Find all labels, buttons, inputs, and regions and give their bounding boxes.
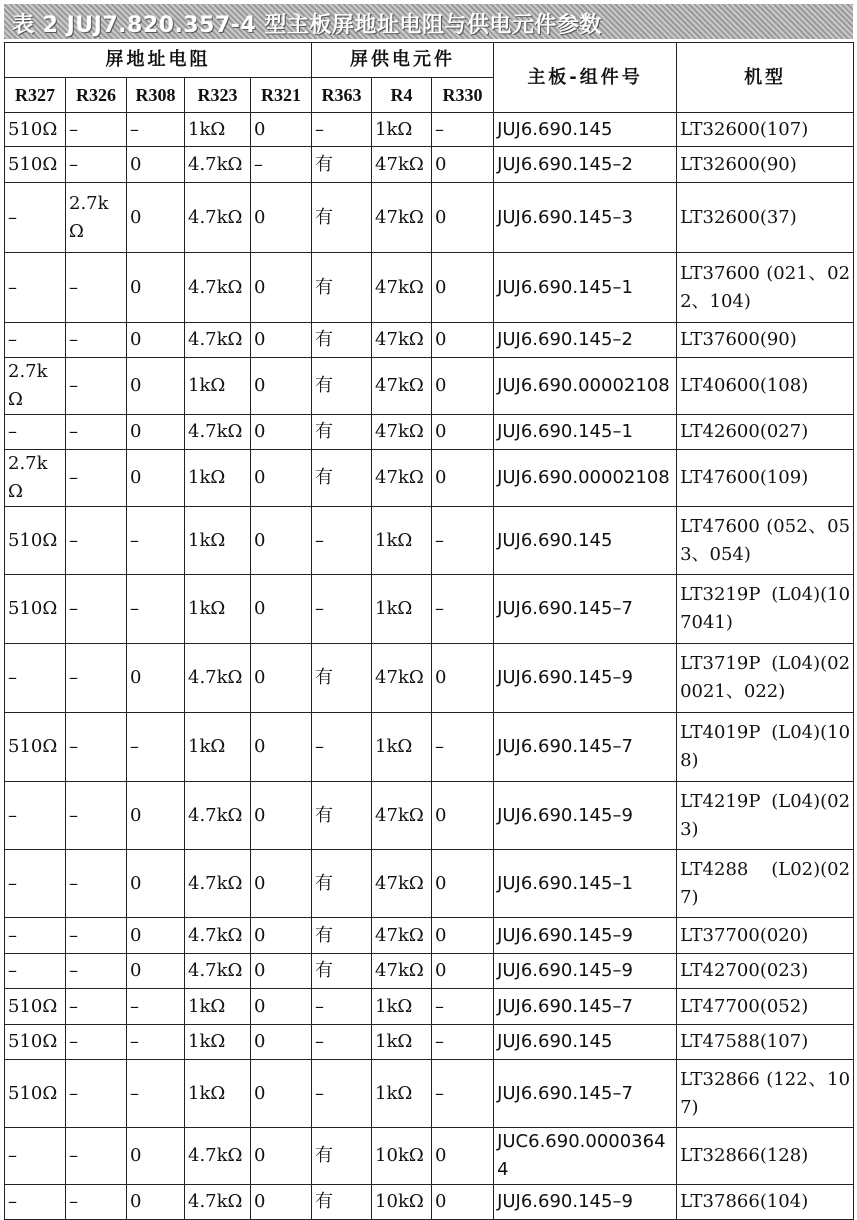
- cell-r327: 2.7kΩ: [5, 358, 66, 415]
- cell-r327: –: [5, 644, 66, 713]
- cell-board-number: JUJ6.690.145–3: [494, 183, 677, 253]
- cell-r308: –: [127, 1025, 185, 1060]
- cell-r330: 0: [432, 918, 494, 954]
- table-title: 表 2 JUJ7.820.357-4 型主板屏地址电阻与供电元件参数: [12, 13, 602, 38]
- table-row: [5, 954, 854, 989]
- cell-board-number: JUJ6.690.145–7: [494, 1060, 677, 1128]
- cell-r327: 510Ω: [5, 1060, 66, 1128]
- cell-r363: 有: [312, 644, 372, 713]
- cell-r326: –: [66, 1025, 127, 1060]
- cell-r321: 0: [251, 358, 312, 415]
- cell-r363: 有: [312, 1128, 372, 1185]
- cell-r363: 有: [312, 918, 372, 954]
- cell-r4: 47kΩ: [372, 450, 432, 507]
- cell-r363: 有: [312, 183, 372, 253]
- cell-r330: –: [432, 989, 494, 1025]
- cell-board-number: JUJ6.690.145–9: [494, 954, 677, 989]
- cell-board-number: JUJ6.690.145–2: [494, 323, 677, 358]
- cell-r4: 47kΩ: [372, 850, 432, 918]
- header-power-components: 屏供电元件: [312, 43, 494, 78]
- cell-r4: 10kΩ: [372, 1128, 432, 1185]
- cell-r330: 0: [432, 850, 494, 918]
- cell-r326: –: [66, 415, 127, 450]
- header-row-groups: [5, 43, 854, 78]
- cell-r330: –: [432, 575, 494, 644]
- cell-board-number: JUJ6.690.145–7: [494, 713, 677, 782]
- cell-r363: 有: [312, 450, 372, 507]
- cell-board-number: JUJ6.690.145–9: [494, 644, 677, 713]
- cell-r323: 1kΩ: [185, 575, 251, 644]
- cell-r308: –: [127, 113, 185, 147]
- cell-r321: 0: [251, 323, 312, 358]
- cell-r321: 0: [251, 1128, 312, 1185]
- cell-model: LT4019P (L04)(108): [677, 713, 854, 782]
- cell-r4: 47kΩ: [372, 954, 432, 989]
- cell-r321: 0: [251, 713, 312, 782]
- cell-r323: 1kΩ: [185, 1060, 251, 1128]
- cell-r4: 47kΩ: [372, 253, 432, 323]
- cell-r323: 1kΩ: [185, 113, 251, 147]
- cell-r308: –: [127, 713, 185, 782]
- cell-r363: 有: [312, 415, 372, 450]
- cell-r326: –: [66, 147, 127, 183]
- cell-r321: 0: [251, 644, 312, 713]
- cell-r308: 0: [127, 358, 185, 415]
- cell-r326: –: [66, 644, 127, 713]
- cell-r321: 0: [251, 782, 312, 850]
- cell-r327: 510Ω: [5, 147, 66, 183]
- table-row: [5, 782, 854, 850]
- cell-r321: –: [251, 147, 312, 183]
- header-board-number: 主板-组件号: [494, 43, 677, 113]
- cell-model: LT32600(107): [677, 113, 854, 147]
- cell-r326: –: [66, 954, 127, 989]
- cell-r4: 1kΩ: [372, 113, 432, 147]
- table-row: [5, 507, 854, 575]
- cell-r308: 0: [127, 450, 185, 507]
- cell-model: LT3719P (L04)(020021、022): [677, 644, 854, 713]
- cell-r363: 有: [312, 1185, 372, 1220]
- cell-model: LT42700(023): [677, 954, 854, 989]
- cell-r330: –: [432, 713, 494, 782]
- header-r4: R4: [372, 78, 432, 113]
- cell-r308: 0: [127, 1128, 185, 1185]
- cell-r363: –: [312, 113, 372, 147]
- cell-r4: 1kΩ: [372, 713, 432, 782]
- cell-r363: –: [312, 1025, 372, 1060]
- cell-r327: –: [5, 782, 66, 850]
- cell-model: LT32600(37): [677, 183, 854, 253]
- cell-r321: 0: [251, 954, 312, 989]
- cell-r363: 有: [312, 253, 372, 323]
- cell-r323: 1kΩ: [185, 358, 251, 415]
- cell-model: LT37600(90): [677, 323, 854, 358]
- cell-r327: 510Ω: [5, 713, 66, 782]
- cell-r327: –: [5, 918, 66, 954]
- cell-r326: –: [66, 782, 127, 850]
- cell-r330: 0: [432, 782, 494, 850]
- cell-r323: 1kΩ: [185, 450, 251, 507]
- cell-r330: –: [432, 113, 494, 147]
- cell-r326: –: [66, 1128, 127, 1185]
- cell-model: LT32866(128): [677, 1128, 854, 1185]
- cell-board-number: JUJ6.690.145–1: [494, 850, 677, 918]
- cell-r4: 47kΩ: [372, 415, 432, 450]
- cell-r330: –: [432, 507, 494, 575]
- header-r308: R308: [127, 78, 185, 113]
- cell-r308: 0: [127, 644, 185, 713]
- cell-r321: 0: [251, 253, 312, 323]
- cell-r363: –: [312, 507, 372, 575]
- cell-r323: 1kΩ: [185, 713, 251, 782]
- cell-r330: 0: [432, 415, 494, 450]
- cell-r4: 47kΩ: [372, 358, 432, 415]
- cell-r308: 0: [127, 415, 185, 450]
- cell-r330: –: [432, 1025, 494, 1060]
- header-r327: R327: [5, 78, 66, 113]
- table-row: [5, 358, 854, 415]
- cell-r308: –: [127, 507, 185, 575]
- cell-r4: 47kΩ: [372, 183, 432, 253]
- cell-r327: 510Ω: [5, 507, 66, 575]
- cell-r321: 0: [251, 1025, 312, 1060]
- title-bar: [4, 4, 853, 39]
- cell-r326: –: [66, 713, 127, 782]
- cell-r321: 0: [251, 989, 312, 1025]
- cell-r327: 2.7kΩ: [5, 450, 66, 507]
- cell-r330: 0: [432, 450, 494, 507]
- header-r363: R363: [312, 78, 372, 113]
- cell-r326: 2.7kΩ: [66, 183, 127, 253]
- cell-r330: 0: [432, 644, 494, 713]
- cell-r308: 0: [127, 147, 185, 183]
- cell-r4: 1kΩ: [372, 1025, 432, 1060]
- header-model: 机型: [677, 43, 854, 113]
- cell-r321: 0: [251, 1185, 312, 1220]
- cell-r321: 0: [251, 415, 312, 450]
- table-row: [5, 575, 854, 644]
- cell-r323: 4.7kΩ: [185, 1128, 251, 1185]
- cell-r323: 4.7kΩ: [185, 415, 251, 450]
- cell-r326: –: [66, 450, 127, 507]
- cell-board-number: JUJ6.690.145: [494, 113, 677, 147]
- table-row: [5, 253, 854, 323]
- cell-r327: 510Ω: [5, 113, 66, 147]
- cell-r327: 510Ω: [5, 575, 66, 644]
- cell-r327: –: [5, 253, 66, 323]
- cell-r330: 0: [432, 1128, 494, 1185]
- cell-r323: 4.7kΩ: [185, 850, 251, 918]
- cell-r363: 有: [312, 850, 372, 918]
- cell-model: LT40600(108): [677, 358, 854, 415]
- cell-r321: 0: [251, 507, 312, 575]
- cell-board-number: JUJ6.690.145–9: [494, 918, 677, 954]
- cell-r330: 0: [432, 323, 494, 358]
- table-row: [5, 1060, 854, 1128]
- cell-r330: –: [432, 1060, 494, 1128]
- cell-r323: 1kΩ: [185, 1025, 251, 1060]
- cell-r363: 有: [312, 954, 372, 989]
- cell-r321: 0: [251, 1060, 312, 1128]
- cell-r321: 0: [251, 850, 312, 918]
- table-row: [5, 1185, 854, 1220]
- cell-model: LT47588(107): [677, 1025, 854, 1060]
- cell-r323: 1kΩ: [185, 989, 251, 1025]
- cell-r327: 510Ω: [5, 1025, 66, 1060]
- cell-r330: 0: [432, 1185, 494, 1220]
- cell-r4: 47kΩ: [372, 644, 432, 713]
- cell-r363: 有: [312, 782, 372, 850]
- cell-r326: –: [66, 113, 127, 147]
- table-body: [5, 113, 854, 1220]
- cell-r4: 47kΩ: [372, 918, 432, 954]
- cell-board-number: JUJ6.690.145–2: [494, 147, 677, 183]
- cell-r330: 0: [432, 358, 494, 415]
- cell-model: LT37600 (021、022、104): [677, 253, 854, 323]
- cell-model: LT42600(027): [677, 415, 854, 450]
- table-row: [5, 323, 854, 358]
- cell-r363: –: [312, 575, 372, 644]
- cell-r308: 0: [127, 954, 185, 989]
- cell-r4: 1kΩ: [372, 1060, 432, 1128]
- cell-r326: –: [66, 918, 127, 954]
- cell-r327: –: [5, 415, 66, 450]
- cell-model: LT4288 (L02)(027): [677, 850, 854, 918]
- cell-r4: 1kΩ: [372, 989, 432, 1025]
- cell-r323: 4.7kΩ: [185, 644, 251, 713]
- cell-r363: 有: [312, 358, 372, 415]
- cell-r323: 4.7kΩ: [185, 253, 251, 323]
- cell-r330: 0: [432, 954, 494, 989]
- cell-model: LT47600 (052、053、054): [677, 507, 854, 575]
- cell-model: LT37700(020): [677, 918, 854, 954]
- cell-r327: 510Ω: [5, 989, 66, 1025]
- cell-r308: –: [127, 989, 185, 1025]
- cell-board-number: JUJ6.690.145–7: [494, 575, 677, 644]
- table-row: [5, 415, 854, 450]
- cell-r327: –: [5, 850, 66, 918]
- cell-r327: –: [5, 1185, 66, 1220]
- cell-r327: –: [5, 1128, 66, 1185]
- cell-r323: 4.7kΩ: [185, 323, 251, 358]
- cell-r321: 0: [251, 113, 312, 147]
- cell-r323: 4.7kΩ: [185, 954, 251, 989]
- cell-model: LT3219P (L04)(107041): [677, 575, 854, 644]
- table-row: [5, 644, 854, 713]
- cell-board-number: JUC6.690.00003644: [494, 1128, 677, 1185]
- cell-r363: –: [312, 713, 372, 782]
- cell-model: LT32866 (122、107): [677, 1060, 854, 1128]
- cell-r326: –: [66, 323, 127, 358]
- cell-r330: 0: [432, 253, 494, 323]
- cell-r327: –: [5, 954, 66, 989]
- cell-r4: 47kΩ: [372, 782, 432, 850]
- cell-model: LT32600(90): [677, 147, 854, 183]
- cell-r4: 47kΩ: [372, 323, 432, 358]
- table-row: [5, 183, 854, 253]
- cell-r327: –: [5, 183, 66, 253]
- cell-r326: –: [66, 575, 127, 644]
- cell-r308: 0: [127, 850, 185, 918]
- cell-model: LT47700(052): [677, 989, 854, 1025]
- table-row: [5, 1128, 854, 1185]
- cell-r326: –: [66, 989, 127, 1025]
- cell-r4: 1kΩ: [372, 575, 432, 644]
- cell-r326: –: [66, 1060, 127, 1128]
- cell-r308: 0: [127, 782, 185, 850]
- cell-model: LT4219P (L04)(023): [677, 782, 854, 850]
- cell-r321: 0: [251, 450, 312, 507]
- header-r323: R323: [185, 78, 251, 113]
- cell-r363: –: [312, 989, 372, 1025]
- cell-r323: 4.7kΩ: [185, 183, 251, 253]
- cell-board-number: JUJ6.690.00002108: [494, 358, 677, 415]
- cell-r323: 1kΩ: [185, 507, 251, 575]
- cell-r327: –: [5, 323, 66, 358]
- table-row: [5, 450, 854, 507]
- table-row: [5, 713, 854, 782]
- cell-r308: 0: [127, 253, 185, 323]
- cell-r330: 0: [432, 183, 494, 253]
- table-row: [5, 850, 854, 918]
- cell-board-number: JUJ6.690.145–1: [494, 253, 677, 323]
- cell-r4: 47kΩ: [372, 147, 432, 183]
- cell-r308: 0: [127, 918, 185, 954]
- cell-board-number: JUJ6.690.145–9: [494, 1185, 677, 1220]
- cell-r326: –: [66, 253, 127, 323]
- cell-r308: 0: [127, 183, 185, 253]
- cell-r326: –: [66, 507, 127, 575]
- table-row: [5, 147, 854, 183]
- cell-r308: 0: [127, 323, 185, 358]
- cell-r363: –: [312, 1060, 372, 1128]
- cell-board-number: JUJ6.690.145–9: [494, 782, 677, 850]
- cell-r321: 0: [251, 918, 312, 954]
- cell-model: LT37866(104): [677, 1185, 854, 1220]
- header-r330: R330: [432, 78, 494, 113]
- cell-r4: 1kΩ: [372, 507, 432, 575]
- header-r326: R326: [66, 78, 127, 113]
- cell-r308: –: [127, 1060, 185, 1128]
- cell-board-number: JUJ6.690.145–1: [494, 415, 677, 450]
- cell-board-number: JUJ6.690.00002108: [494, 450, 677, 507]
- cell-r326: –: [66, 358, 127, 415]
- header-r321: R321: [251, 78, 312, 113]
- cell-model: LT47600(109): [677, 450, 854, 507]
- cell-r323: 4.7kΩ: [185, 918, 251, 954]
- cell-r363: 有: [312, 147, 372, 183]
- cell-r326: –: [66, 850, 127, 918]
- table-row: [5, 989, 854, 1025]
- table-row: [5, 113, 854, 147]
- cell-r323: 4.7kΩ: [185, 1185, 251, 1220]
- table-row: [5, 918, 854, 954]
- cell-r323: 4.7kΩ: [185, 147, 251, 183]
- cell-board-number: JUJ6.690.145: [494, 1025, 677, 1060]
- cell-r308: –: [127, 575, 185, 644]
- parameter-table: [4, 42, 854, 1220]
- cell-r363: 有: [312, 323, 372, 358]
- cell-r326: –: [66, 1185, 127, 1220]
- cell-board-number: JUJ6.690.145: [494, 507, 677, 575]
- header-address-resistors: 屏地址电阻: [5, 43, 312, 78]
- cell-r330: 0: [432, 147, 494, 183]
- cell-r4: 10kΩ: [372, 1185, 432, 1220]
- cell-r323: 4.7kΩ: [185, 782, 251, 850]
- cell-r321: 0: [251, 183, 312, 253]
- cell-r321: 0: [251, 575, 312, 644]
- cell-r308: 0: [127, 1185, 185, 1220]
- table-row: [5, 1025, 854, 1060]
- cell-board-number: JUJ6.690.145–7: [494, 989, 677, 1025]
